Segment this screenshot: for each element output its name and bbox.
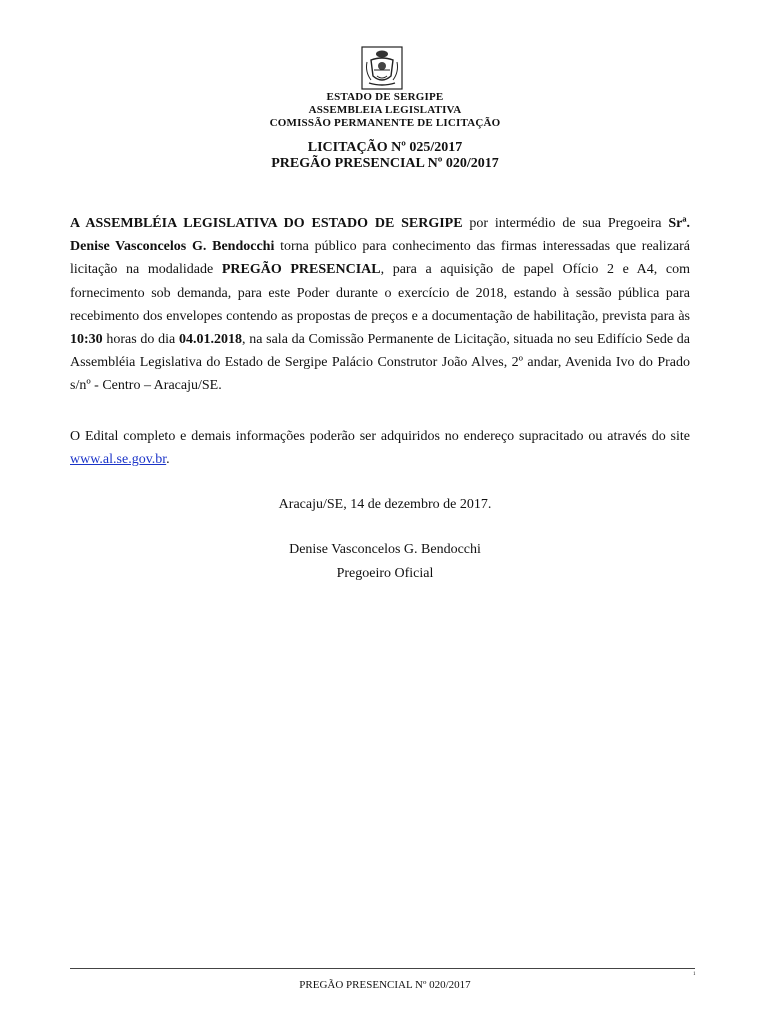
footer-text: PREGÃO PRESENCIAL Nº 020/2017 — [299, 979, 471, 991]
header-state: ESTADO DE SERGIPE — [326, 91, 444, 103]
pregoeira-name: Srª. Denise Vasconcelos G. Bendocchi — [70, 216, 691, 255]
page-number: 1 — [693, 972, 696, 977]
main-paragraph: A ASSEMBLÉIA LEGISLATIVA DO ESTADO DE SERGIPE por intermédio de sua Pregoeira Srª. Denise Vasconcelos G. Bendocchi torna público para conhecimento das firmas interessadas que realizará licitação na modalidade PREGÃO PRESENCIAL, para a aquisição de papel Ofício 2 e A4, com fornecimento sob demanda, para este Poder durante o exercício de 2018, estando à sessão pública para recebimento dos envelopes contendo as propostas de preços e a documentação de habilitação, prevista para às 10:30 horas do dia 04.01.2018, na sala da Comissão Permanente de Licitação, situada no seu Edifício Sede da Assembléia Legislativa do Estado de Sergipe Palácio Construtor João Alves, 2º andar, Avenida Ivo do Prado s/nº - Centro – Aracaju/SE. — [70, 216, 691, 394]
signer-name: Denise Vasconcelos G. Bendocchi — [289, 542, 481, 557]
website-link[interactable]: www.al.se.gov.br — [70, 452, 167, 468]
place-date: Aracaju/SE, 14 de dezembro de 2017. — [278, 497, 492, 512]
licitacao-title: LICITAÇÃO Nº 025/2017 — [307, 140, 463, 155]
coat-of-arms-icon — [361, 46, 403, 90]
signer-title: Pregoeiro Oficial — [336, 566, 434, 581]
footer-divider — [70, 968, 695, 969]
edital-paragraph: O Edital completo e demais informações poderão ser adquiridos no endereço supracitado ou através do site www.al.se.gov.br. — [70, 429, 690, 468]
modality: PREGÃO PRESENCIAL — [221, 262, 381, 278]
pregao-title: PREGÃO PRESENCIAL Nº 020/2017 — [271, 156, 499, 171]
assembly-name: A ASSEMBLÉIA LEGISLATIVA DO ESTADO DE SERGIPE — [70, 216, 463, 231]
session-date: 04.01.2018 — [178, 332, 242, 348]
header-assembly: ASSEMBLEIA LEGISLATIVA — [308, 104, 462, 116]
header-commission: COMISSÃO PERMANENTE DE LICITAÇÃO — [269, 117, 501, 129]
session-time: 10:30 — [70, 332, 103, 348]
